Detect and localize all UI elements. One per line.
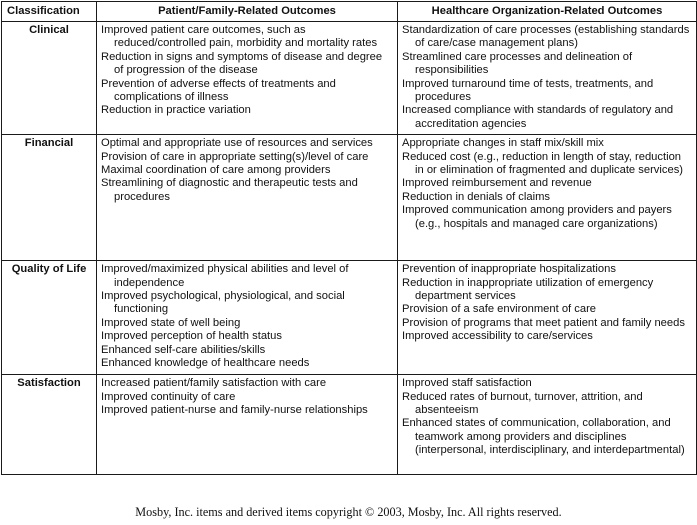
outcome-item: Improved patient-nurse and family-nurse relationships (101, 404, 368, 417)
outcome-item: Streamlined care processes and delineation of responsibilities (402, 50, 633, 77)
outcome-item: Improved/maximized physical abilities and level of independence (101, 263, 349, 289)
patient-outcomes-cell (97, 22, 398, 135)
patient-outcome-list (101, 263, 393, 370)
copyright-notice: Mosby, Inc. items and derived items copyright © 2003, Mosby, Inc. All rights reserved. (135, 505, 562, 519)
table-row (2, 22, 697, 135)
table-body (2, 22, 697, 475)
classification-cell: Financial (2, 135, 97, 261)
healthcare-outcome-list (402, 137, 692, 231)
healthcare-outcomes-cell (398, 135, 697, 261)
outcome-item: Increased patient/family satisfaction with care (101, 377, 327, 390)
patient-outcomes-cell (97, 261, 398, 375)
healthcare-outcome-list (402, 263, 692, 343)
patient-outcomes-cell (97, 375, 398, 475)
outcome-item: Streamlining of diagnostic and therapeutic tests and procedures (101, 177, 358, 203)
outcome-item: Reduction in inappropriate utilization of emergency department services (402, 276, 654, 303)
table-row (2, 375, 697, 475)
outcome-item: Improved perception of health status (101, 330, 282, 343)
outcome-item: Enhanced states of communication, collaboration, and teamwork among providers and disciplines (interpersonal, interdisciplinary, and interdepartmental) (402, 417, 685, 457)
healthcare-outcomes-cell (398, 22, 697, 135)
outcome-item: Improved communication among providers and payers (e.g., hospitals and managed care organizations) (402, 204, 672, 230)
healthcare-outcomes-cell (398, 375, 697, 475)
outcome-item: Improved psychological, physiological, and social functioning (101, 290, 345, 316)
outcome-item: Improved state of well being (101, 316, 241, 329)
patient-outcome-list (101, 137, 393, 204)
table-row (2, 261, 697, 375)
outcome-item: Prevention of adverse effects of treatments and complications of illness (101, 77, 336, 104)
outcome-item: Enhanced knowledge of healthcare needs (101, 357, 310, 370)
outcome-item: Enhanced self-care abilities/skills (101, 343, 266, 356)
outcome-item: Increased compliance with standards of regulatory and accreditation agencies (402, 104, 674, 130)
outcomes-table (1, 1, 697, 475)
classification-cell: Clinical (2, 22, 97, 135)
outcome-item: Optimal and appropriate use of resources and services (101, 137, 373, 150)
patient-outcomes-cell (97, 135, 398, 261)
outcome-item: Improved accessibility to care/services (402, 330, 593, 343)
header-healthcare-outcomes: Healthcare Organization-Related Outcomes (398, 2, 697, 22)
outcome-item: Improved turnaround time of tests, treatments, and procedures (402, 77, 654, 104)
outcome-item: Reduced cost (e.g., reduction in length of stay, reduction in or elimination of fragmented and duplicate services) (402, 150, 684, 177)
header-classification: Classification (2, 2, 97, 22)
header-patient-outcomes: Patient/Family-Related Outcomes (97, 2, 398, 22)
outcome-item: Improved staff satisfaction (402, 377, 532, 390)
outcome-item: Improved continuity of care (101, 390, 236, 403)
table-row (2, 135, 697, 261)
outcome-item: Provision of a safe environment of care (402, 303, 597, 316)
header-row (2, 2, 697, 22)
outcome-item: Reduction in signs and symptoms of disease and degree of progression of the disease (101, 50, 383, 77)
outcome-item: Improved reimbursement and revenue (402, 177, 592, 190)
classification-cell: Quality of Life (2, 261, 97, 375)
outcome-item: Provision of care in appropriate setting(s)/level of care (101, 150, 369, 163)
healthcare-outcome-list (402, 24, 692, 131)
outcome-item: Provision of programs that meet patient and family needs (402, 316, 685, 329)
classification-cell: Satisfaction (2, 375, 97, 475)
patient-outcome-list (101, 377, 393, 417)
outcome-item: Prevention of inappropriate hospitalizations (402, 263, 616, 276)
outcome-item: Reduced rates of burnout, turnover, attrition, and absenteeism (402, 390, 643, 417)
outcome-item: Maximal coordination of care among providers (101, 164, 331, 177)
outcome-item: Improved patient care outcomes, such as reduced/controlled pain, morbidity and mortality rates (101, 24, 378, 50)
outcome-item: Reduction in denials of claims (402, 190, 550, 203)
healthcare-outcome-list (402, 377, 692, 457)
outcome-item: Standardization of care processes (establishing standards of care/case management plans) (402, 24, 690, 50)
patient-outcome-list (101, 24, 393, 118)
outcome-item: Reduction in practice variation (101, 104, 251, 117)
healthcare-outcomes-cell (398, 261, 697, 375)
outcome-item: Appropriate changes in staff mix/skill mix (402, 137, 604, 150)
